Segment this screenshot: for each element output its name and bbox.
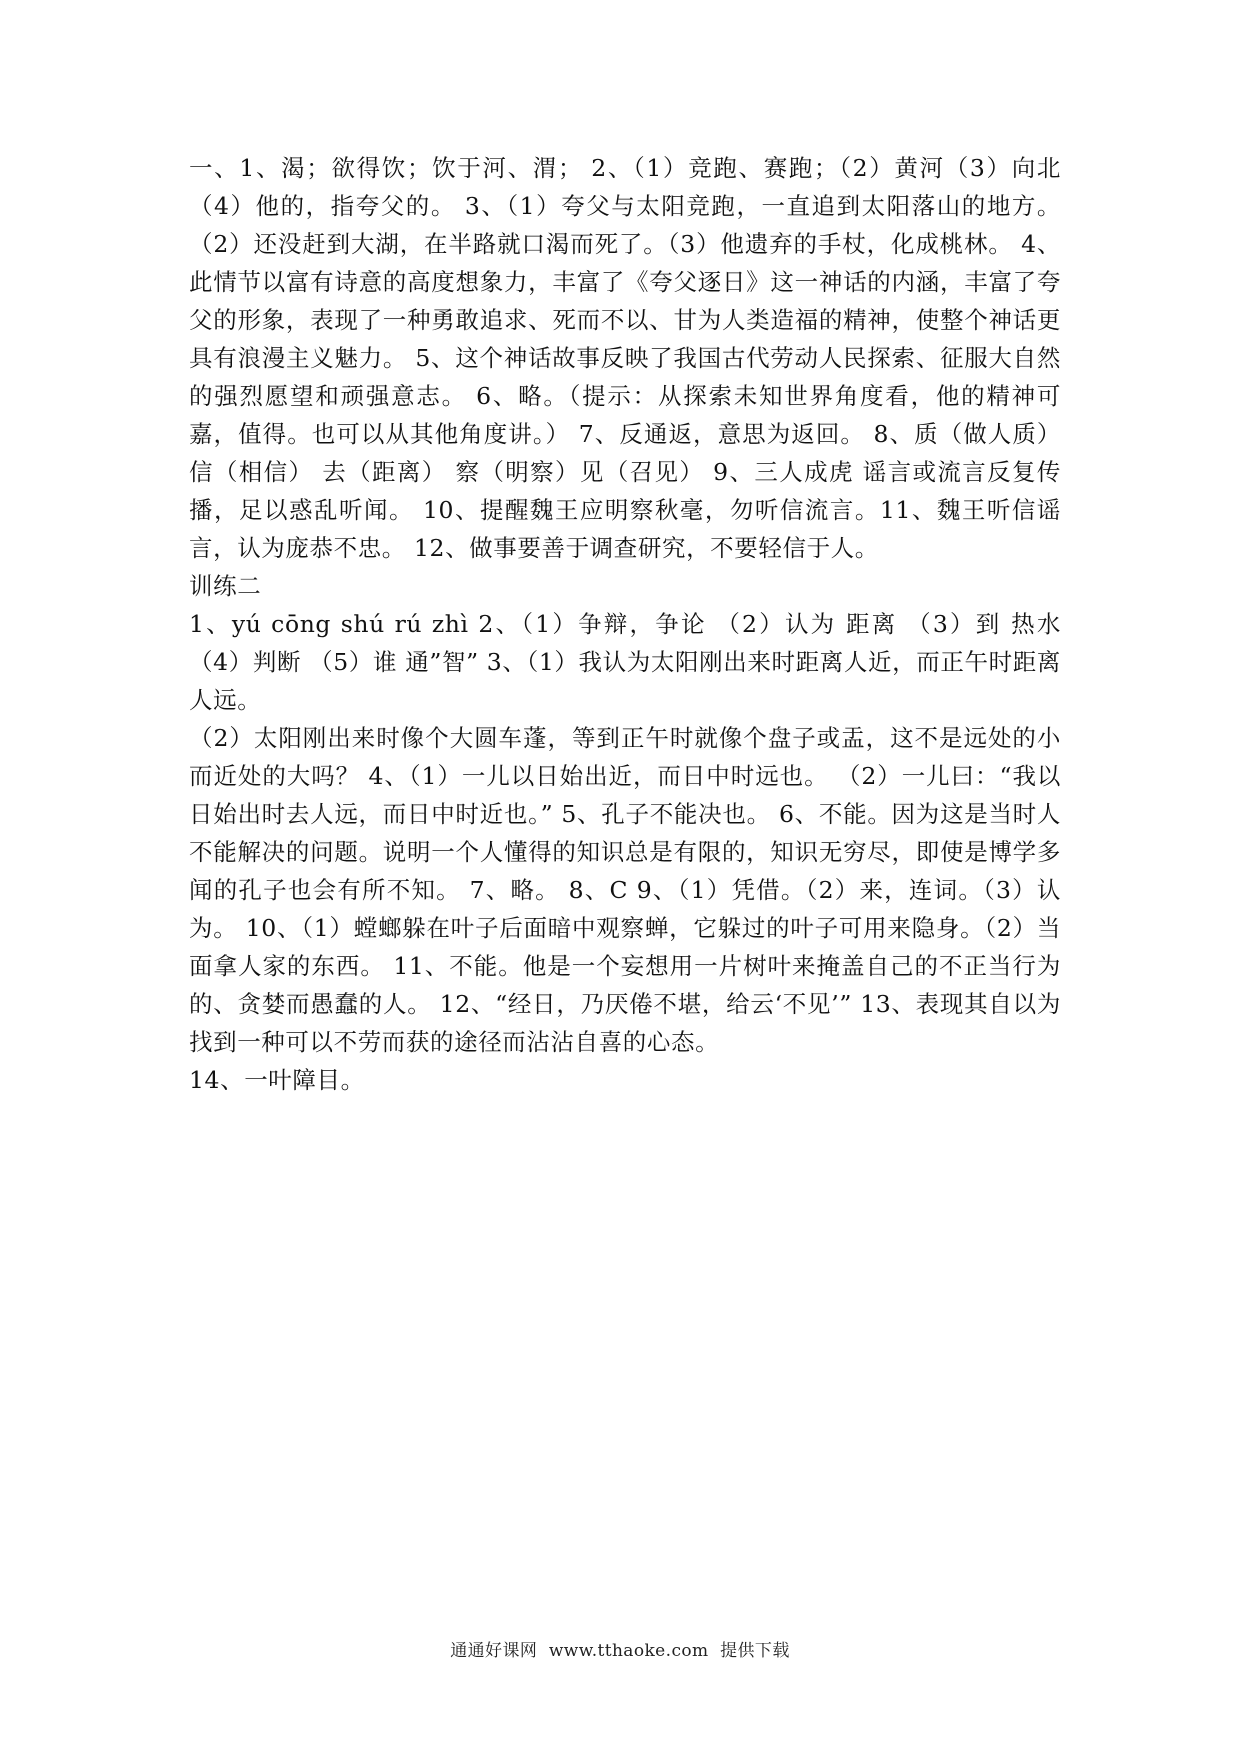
section-2-paragraph-2: （2）太阳刚出来时像个大圆车蓬，等到正午时就像个盘子或盂，这不是远处的小而近处的大吗？ 4、（1）一儿以日始出近，而日中时远也。 （2）一儿曰：“我以日始出时去人远，而日中时近也。” 5、孔子不能决也。 6、不能。因为这是当时人不能解决的问题。说明一个人懂得的知识总是有限的，知识无穷尽，即使是博学多闻的孔子也会有所不知。 7、略。 8、C 9、（1）凭借。（2）来，连词。（3）认为。 10、（1）螳螂躲在叶子后面暗中观察蝉，它躲过的叶子可用来隐身。（2）当面拿人家的东西。 11、不能。他是一个妄想用一片树叶来掩盖自己的不正当行为的、贪婪而愚蠢的人。 12、“经日，乃厌倦不堪，给云‘不见’” 13、表现其自以为找到一种可以不劳而获的途径而沾沾自喜的心态。 xyxy=(189,724,1061,1056)
section-2-paragraph-1: 1、yú cōng shú rú zhì 2、（1）争辩，争论 （2）认为 距离 （3）到 热水 （4）判断 （5）谁 通”智” 3、（1）我认为太阳刚出来时距离人近，而正午时距离人远。 xyxy=(189,610,1061,714)
answer-key-content xyxy=(189,149,1061,1099)
page-footer xyxy=(0,1636,1240,1661)
section-2-paragraph-3: 14、一叶障目。 xyxy=(189,1066,365,1094)
section-1-answers: 一、1、渴；欲得饮；饮于河、渭； 2、（1）竞跑、赛跑；（2）黄河（3）向北（4）他的，指夸父的。 3、（1）夸父与太阳竞跑，一直追到太阳落山的地方。（2）还没赶到大湖，在半路就口渴而死了。（3）他遗弃的手杖，化成桃林。 4、此情节以富有诗意的高度想象力，丰富了《夸父逐日》这一神话的内涵，丰富了夸父的形象，表现了一种勇敢追求、死而不以、甘为人类造福的精神，使整个神话更具有浪漫主义魅力。 5、这个神话故事反映了我国古代劳动人民探索、征服大自然的强烈愿望和顽强意志。 6、略。（提示：从探索未知世界角度看，他的精神可嘉，值得。也可以从其他角度讲。） 7、反通返，意思为返回。 8、质（做人质） 信（相信） 去（距离） 察（明察）见（召见） 9、三人成虎 谣言或流言反复传播，足以惑乱听闻。 10、提醒魏王应明察秋毫，勿听信流言。11、魏王听信谣言，认为庞恭不忠。 12、做事要善于调查研究，不要轻信于人。 xyxy=(189,154,1061,562)
section-2-heading: 训练二 xyxy=(189,572,262,600)
footer-text: 通通好课网 www.tthaoke.com 提供下载 xyxy=(450,1641,790,1661)
